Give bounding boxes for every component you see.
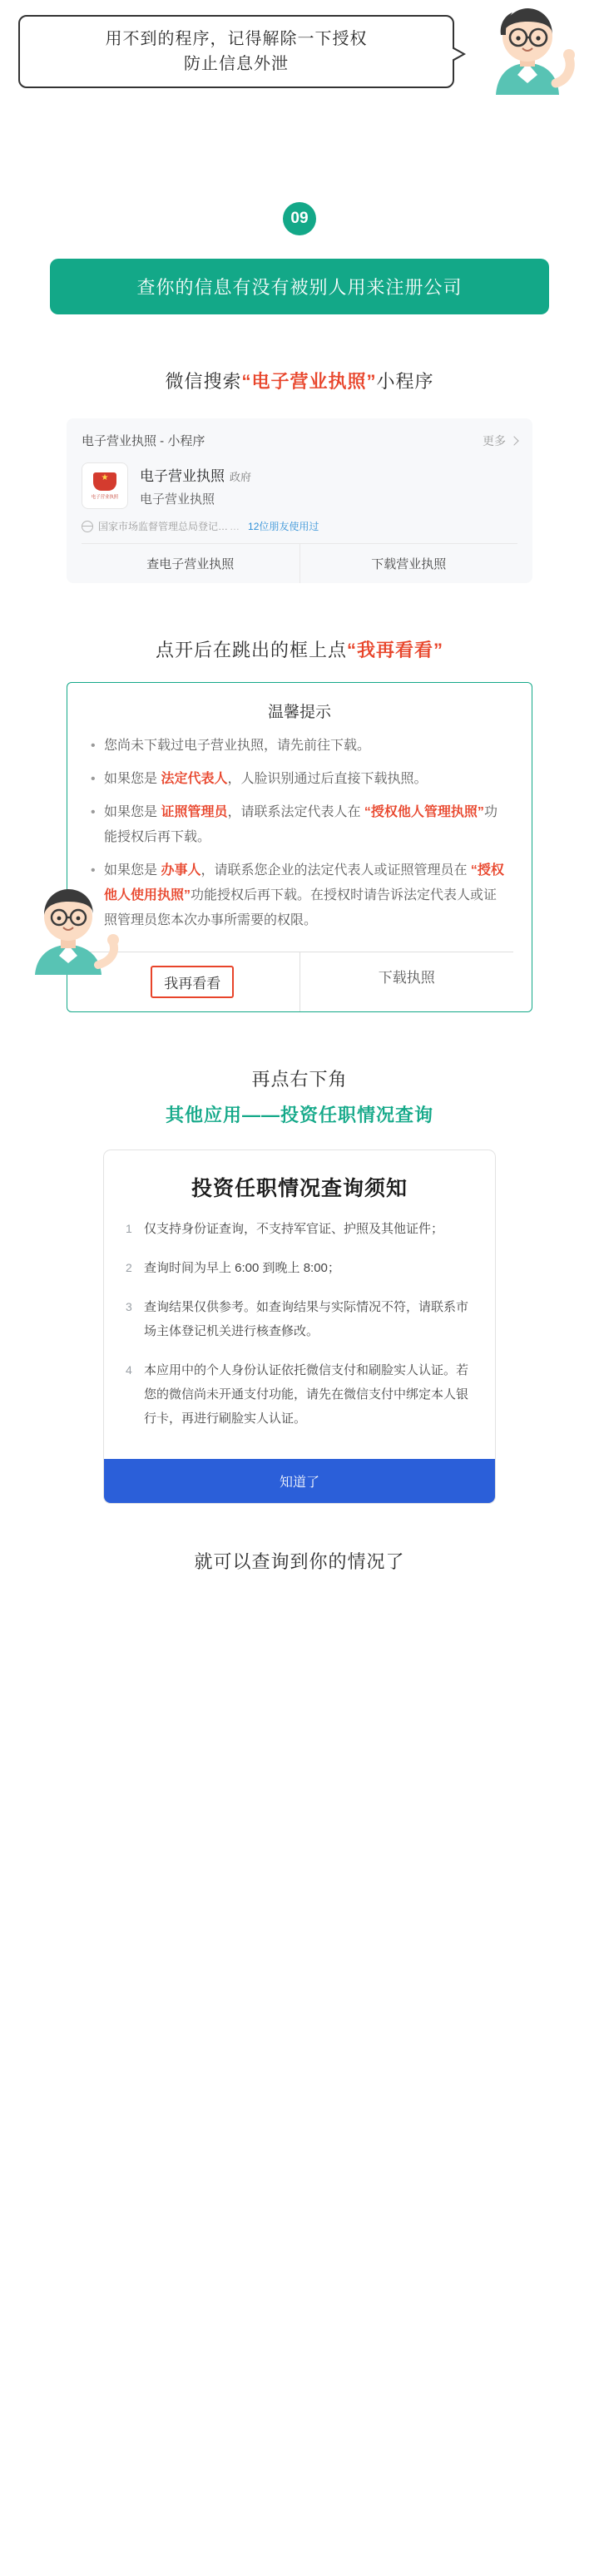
- tips-list-item: [91, 767, 510, 792]
- download-license-dialog-button[interactable]: 下载执照: [300, 952, 514, 1011]
- speech-bubble-line-1: 用不到的程序，记得解除一下授权: [105, 30, 368, 48]
- step-1-prefix: 微信搜索: [165, 371, 242, 392]
- bullet-icon: •: [91, 739, 96, 753]
- notice-list-item-text: 本应用中的个人身份认证依托微信支付和刷脸实人认证。若您的微信尚未开通支付功能，请先在微信支付中绑定本人银行卡，再进行刷脸实人认证。: [144, 1363, 469, 1426]
- wechat-miniprogram-row[interactable]: [82, 459, 517, 517]
- miniprogram-meta: [82, 517, 517, 543]
- notice-list-item: [126, 1217, 470, 1241]
- query-notice-list: [104, 1217, 495, 1454]
- wechat-card-header-label: 电子营业执照 - 小程序: [82, 434, 205, 448]
- step-2-highlight: “我再看看”: [347, 640, 444, 660]
- speech-bubble-line-2: 防止信息外泄: [184, 55, 289, 73]
- miniprogram-actions: [82, 543, 517, 583]
- query-notice-card: [104, 1150, 495, 1503]
- wechat-search-result-card: [67, 418, 532, 583]
- view-license-button[interactable]: 查电子营业执照: [146, 557, 235, 571]
- section-number-badge: 09: [283, 202, 316, 235]
- meta-ellipsis: …: [230, 520, 240, 532]
- query-notice-title: 投资任职情况查询须知: [191, 1177, 408, 1200]
- notice-list-item-index: 1: [126, 1222, 132, 1235]
- speech-bubble: [18, 15, 454, 88]
- notice-list-item: [126, 1358, 470, 1431]
- tips-emphasis: 证照管理员: [161, 805, 228, 819]
- tips-list-item-text: [104, 734, 510, 759]
- bullet-icon: •: [91, 805, 96, 819]
- tips-emphasis: “授权他人管理执照”: [364, 805, 484, 819]
- step-1-highlight: “电子营业执照”: [241, 371, 377, 392]
- notice-list-item: [126, 1256, 470, 1280]
- tips-list-item: [91, 800, 510, 850]
- tips-dialog-wrapper: [0, 682, 599, 1012]
- notice-list-item: [126, 1295, 470, 1343]
- tips-list-item: [91, 734, 510, 759]
- step-1-heading: [0, 368, 599, 393]
- bullet-icon: •: [91, 772, 96, 786]
- wechat-card-header: [82, 432, 517, 459]
- notice-list-item-index: 3: [126, 1300, 132, 1313]
- tips-dialog-title: 温馨提示: [267, 704, 331, 721]
- wechat-more-link[interactable]: [483, 433, 517, 449]
- tips-text-run: ，人脸识别通过后直接下载执照。: [227, 772, 428, 786]
- chevron-right-icon: [509, 436, 518, 445]
- tips-list-item-text: [104, 767, 510, 792]
- cartoon-character-icon: [463, 3, 587, 95]
- cartoon-character-pointing-icon: [20, 875, 128, 975]
- notice-list-item-text: 仅支持身份证查询，不支持军官证、护照及其他证件；: [144, 1222, 444, 1236]
- query-notice-footer: [104, 1454, 495, 1503]
- tips-text-run: 如果您是: [104, 863, 161, 878]
- tips-text-run: ，请联系您企业的法定代表人或证照管理员在: [200, 863, 471, 878]
- tips-list-item: [91, 858, 510, 933]
- tips-emphasis: 法定代表人: [161, 772, 228, 786]
- section-title-bar: 查你的信息有没有被别人用来注册公司: [50, 259, 549, 314]
- step-1-suffix: 小程序: [376, 371, 434, 392]
- tips-list: [86, 734, 513, 948]
- tips-dialog-actions: [86, 952, 513, 1011]
- tips-text-run: 您尚未下载过电子营业执照，请先前往下载。: [104, 739, 371, 753]
- step-3-heading-line-2: [0, 1101, 599, 1127]
- download-license-button[interactable]: 下载营业执照: [300, 544, 518, 583]
- tips-text-run: 功能授权后再下载。: [104, 805, 498, 844]
- wechat-more-label: 更多: [483, 433, 506, 447]
- miniprogram-friends-used: 12位朋友使用过: [248, 521, 319, 532]
- national-emblem-icon: [93, 472, 116, 491]
- notice-list-item-index: 4: [126, 1363, 132, 1377]
- tips-text-run: 如果您是: [104, 772, 161, 786]
- tips-list-item-text: [104, 800, 510, 850]
- confirm-button[interactable]: 知道了: [104, 1459, 495, 1503]
- tips-list-item-text: [104, 858, 510, 933]
- footer-text: 就可以查询到你的情况了: [194, 1551, 405, 1572]
- intro-section: [0, 0, 599, 154]
- step-3-heading-line-1: 再点右下角: [251, 1069, 348, 1090]
- miniprogram-source: 国家市场监督管理总局登记…: [98, 521, 229, 532]
- section-number: [0, 202, 599, 235]
- miniprogram-logo-icon: [82, 462, 128, 509]
- step-3-highlight: 其他应用——投资任职情况查询: [165, 1105, 433, 1125]
- miniprogram-gov-tag: 政府: [230, 471, 252, 483]
- step-2-heading: [0, 636, 599, 662]
- notice-list-item-index: 2: [126, 1261, 132, 1274]
- globe-icon: [82, 521, 93, 532]
- notice-list-item-text: 查询时间为早上 6:00 到晚上 8:00；: [144, 1261, 340, 1275]
- step-2-prefix: 点开后在跳出的框上点: [155, 640, 347, 660]
- tips-emphasis: 办事人: [161, 863, 201, 878]
- miniprogram-texts: [140, 462, 251, 507]
- miniprogram-name: 电子营业执照: [140, 468, 225, 484]
- tips-text-run: ，请联系法定代表人在: [227, 805, 364, 819]
- tips-emphasis: “授权他人使用执照”: [104, 863, 504, 902]
- bullet-icon: •: [91, 863, 96, 878]
- tips-text-run: 如果您是: [104, 805, 161, 819]
- notice-list-item-text: 查询结果仅供参考。如查询结果与实际情况不符，请联系市场主体登记机关进行核查修改。: [144, 1300, 469, 1338]
- tips-dialog: [67, 682, 532, 1012]
- miniprogram-subtitle: 电子营业执照: [140, 492, 215, 507]
- miniprogram-title: [140, 464, 251, 485]
- miniprogram-logo-caption: 电子营业执照: [91, 494, 119, 500]
- look-again-label: 我再看看: [151, 966, 234, 998]
- tips-text-run: 功能授权后再下载。在授权时请告诉法定代表人或证照管理员您本次办事所需要的权限。: [104, 888, 498, 927]
